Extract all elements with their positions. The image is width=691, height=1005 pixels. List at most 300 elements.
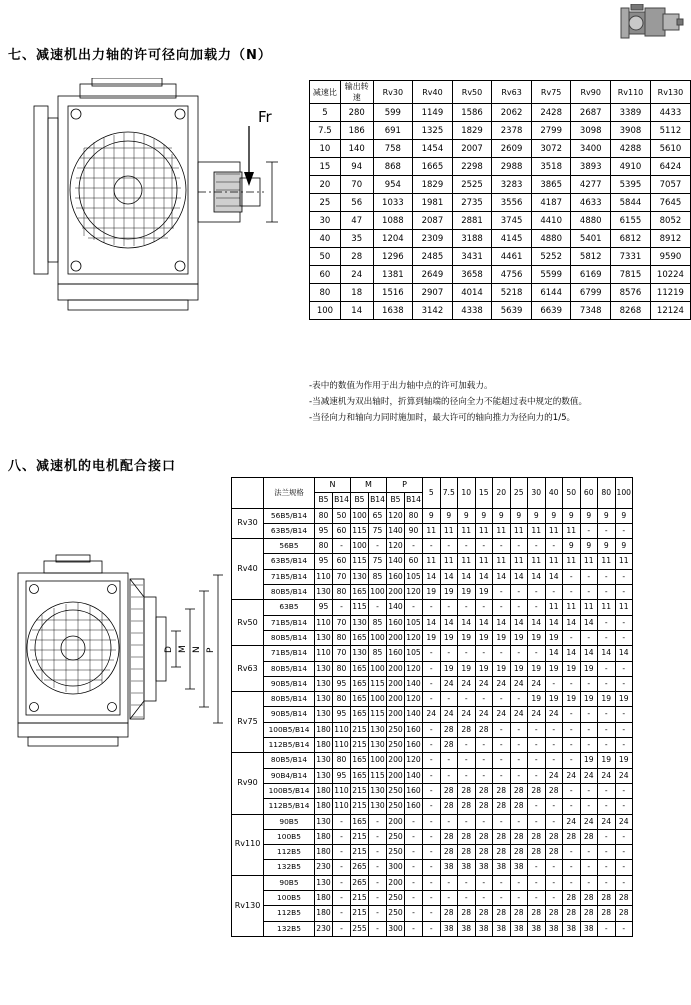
cell-ratio-value: - [563, 860, 581, 875]
cell-ratio-value: 19 [615, 692, 633, 707]
table-cell: 3658 [452, 266, 492, 284]
table-cell: 35 [340, 230, 373, 248]
cell-ratio-value: 28 [615, 891, 633, 906]
cell-m-b14: - [369, 845, 387, 860]
cell-ratio-value: 28 [493, 799, 511, 814]
cell-p-b5: 200 [387, 661, 405, 676]
cell-ratio-value: 28 [440, 799, 458, 814]
cell-ratio-value: - [423, 875, 441, 890]
table-cell: 6799 [571, 284, 611, 302]
col-header-ratio: 40 [545, 478, 563, 509]
cell-ratio-value: - [563, 845, 581, 860]
col-header-rv50: Rv50 [452, 81, 492, 104]
table-cell: 5639 [492, 302, 532, 320]
cell-ratio-value: - [423, 676, 441, 691]
table-cell: 14 [340, 302, 373, 320]
cell-n-b5: 180 [315, 906, 333, 921]
table-cell: 1088 [373, 212, 413, 230]
cell-ratio-value: - [615, 585, 633, 600]
table-cell: 25 [310, 194, 341, 212]
cell-p-b5: 250 [387, 783, 405, 798]
table-cell: 5252 [531, 248, 571, 266]
cell-ratio-value: - [598, 630, 616, 645]
table-cell: 12124 [650, 302, 690, 320]
cell-m-b5: 215 [351, 738, 369, 753]
table-row [232, 829, 633, 844]
cell-ratio-value: 28 [458, 845, 476, 860]
cell-ratio-value: - [528, 860, 546, 875]
dim-label-d: D [164, 646, 174, 653]
gearbox-icon [619, 4, 685, 42]
cell-spec: 80B5/B14 [264, 692, 315, 707]
cell-ratio-value: 14 [580, 646, 598, 661]
table-cell: 7057 [650, 176, 690, 194]
cell-n-b14: - [333, 829, 351, 844]
cell-m-b14: 75 [369, 523, 387, 538]
cell-ratio-value: - [493, 539, 511, 554]
cell-spec: 71B5/B14 [264, 569, 315, 584]
cell-ratio-value: - [458, 891, 476, 906]
table-cell: 3188 [452, 230, 492, 248]
table-row [232, 768, 633, 783]
cell-m-b14: 100 [369, 585, 387, 600]
table-cell: 9590 [650, 248, 690, 266]
cell-p-b5: 160 [387, 569, 405, 584]
table-cell: 80 [310, 284, 341, 302]
table-row [310, 176, 691, 194]
cell-m-b14: 100 [369, 753, 387, 768]
cell-spec: 80B5/B14 [264, 585, 315, 600]
cell-n-b14: 80 [333, 692, 351, 707]
cell-n-b5: 80 [315, 508, 333, 523]
table-cell: 28 [340, 248, 373, 266]
cell-p-b14: - [405, 600, 423, 615]
cell-ratio-value: - [510, 646, 528, 661]
cell-ratio-value: 28 [510, 845, 528, 860]
col-header-p: P [387, 478, 423, 493]
cell-m-b14: 115 [369, 768, 387, 783]
cell-m-b5: 165 [351, 585, 369, 600]
cell-m-b5: 165 [351, 676, 369, 691]
cell-ratio-value: 9 [440, 508, 458, 523]
cell-p-b14: 160 [405, 783, 423, 798]
cell-n-b5: 130 [315, 753, 333, 768]
cell-spec: 112B5 [264, 906, 315, 921]
table-cell: 4410 [531, 212, 571, 230]
table-cell: 1638 [373, 302, 413, 320]
note-2: -当减速机为双出轴时，折算到轴端的径向全力不能超过表中规定的数值。 [309, 397, 588, 407]
table-cell: 2609 [492, 140, 532, 158]
table-row [232, 891, 633, 906]
cell-spec: 63B5 [264, 600, 315, 615]
cell-m-b14: - [369, 860, 387, 875]
cell-ratio-value: 24 [563, 814, 581, 829]
cell-ratio-value: 28 [545, 845, 563, 860]
table-cell: 24 [340, 266, 373, 284]
cell-ratio-value: 9 [475, 508, 493, 523]
table-cell: 758 [373, 140, 413, 158]
cell-ratio-value: - [423, 814, 441, 829]
cell-ratio-value: 11 [615, 554, 633, 569]
cell-ratio-value: - [510, 814, 528, 829]
cell-p-b14: 160 [405, 722, 423, 737]
cell-ratio-value: 38 [458, 921, 476, 936]
cell-ratio-value: 14 [440, 615, 458, 630]
cell-ratio-value: 11 [563, 554, 581, 569]
cell-ratio-value: - [580, 585, 598, 600]
table-cell: 10 [310, 140, 341, 158]
cell-n-b5: 180 [315, 845, 333, 860]
note-3: -当径向力和轴向力同时施加时，最大许可的轴向推力为径向力的1/5。 [309, 413, 576, 423]
cell-ratio-value: 28 [615, 906, 633, 921]
cell-ratio-value: 14 [528, 569, 546, 584]
cell-p-b14: 140 [405, 676, 423, 691]
table-row [232, 738, 633, 753]
cell-n-b5: 110 [315, 569, 333, 584]
cell-ratio-value: - [475, 875, 493, 890]
table-cell: 2649 [413, 266, 453, 284]
cell-ratio-value: 11 [493, 554, 511, 569]
cell-ratio-value: - [440, 875, 458, 890]
cell-n-b5: 180 [315, 829, 333, 844]
cell-ratio-value: 19 [528, 630, 546, 645]
table-cell: 70 [340, 176, 373, 194]
table-cell: 7331 [611, 248, 651, 266]
cell-ratio-value: 11 [615, 600, 633, 615]
col-header-bore: B14 [369, 493, 387, 508]
cell-ratio-value: - [475, 768, 493, 783]
dim-label-p: P [206, 647, 216, 653]
cell-ratio-value: - [598, 921, 616, 936]
col-header-rv40: Rv40 [413, 81, 453, 104]
cell-spec: 100B5/B14 [264, 722, 315, 737]
cell-ratio-value: - [528, 539, 546, 554]
cell-ratio-value: 19 [458, 661, 476, 676]
cell-m-b14: - [369, 829, 387, 844]
cell-ratio-value: - [493, 768, 511, 783]
cell-ratio-value: - [545, 860, 563, 875]
cell-p-b5: 200 [387, 814, 405, 829]
cell-ratio-value: - [510, 692, 528, 707]
cell-ratio-value: - [423, 768, 441, 783]
table-cell: 954 [373, 176, 413, 194]
cell-ratio-value: - [458, 600, 476, 615]
cell-p-b5: 250 [387, 829, 405, 844]
col-header-ratio: 100 [615, 478, 633, 509]
cell-n-b5: 180 [315, 783, 333, 798]
cell-ratio-value: 38 [563, 921, 581, 936]
cell-ratio-value: 19 [563, 692, 581, 707]
cell-n-b14: 50 [333, 508, 351, 523]
cell-n-b5: 180 [315, 738, 333, 753]
col-header-bore: B5 [315, 493, 333, 508]
cell-m-b14: 130 [369, 783, 387, 798]
table-cell: 1204 [373, 230, 413, 248]
cell-ratio-value: 9 [563, 539, 581, 554]
table-row [310, 104, 691, 122]
cell-ratio-value: 19 [475, 585, 493, 600]
col-header-ratio: 5 [423, 478, 441, 509]
cell-ratio-value: 24 [580, 768, 598, 783]
cell-spec: 90B5/B14 [264, 707, 315, 722]
dim-label-m: M [178, 645, 188, 653]
cell-p-b5: 140 [387, 554, 405, 569]
table-cell: 2799 [531, 122, 571, 140]
cell-n-b14: 70 [333, 646, 351, 661]
cell-spec: 100B5/B14 [264, 783, 315, 798]
cell-ratio-value: 19 [510, 630, 528, 645]
table-cell: 1586 [452, 104, 492, 122]
cell-p-b5: 140 [387, 600, 405, 615]
table-cell: 4756 [492, 266, 532, 284]
cell-ratio-value: 19 [493, 630, 511, 645]
cell-ratio-value: 11 [545, 600, 563, 615]
cell-n-b14: 110 [333, 783, 351, 798]
cell-n-b14: 80 [333, 585, 351, 600]
cell-ratio-value: 9 [528, 508, 546, 523]
cell-ratio-value: - [458, 646, 476, 661]
cell-ratio-value: - [598, 676, 616, 691]
cell-m-b5: 215 [351, 799, 369, 814]
table-cell: 40 [310, 230, 341, 248]
cell-ratio-value: 28 [440, 845, 458, 860]
cell-ratio-value: - [615, 523, 633, 538]
cell-spec: 56B5/B14 [264, 508, 315, 523]
cell-ratio-value: - [598, 783, 616, 798]
table-row [232, 906, 633, 921]
cell-ratio-value: - [440, 753, 458, 768]
col-header-spec: 法兰规格 [264, 478, 315, 509]
cell-ratio-value: 28 [458, 906, 476, 921]
table-cell: 2988 [492, 158, 532, 176]
cell-m-b5: 130 [351, 646, 369, 661]
cell-m-b14: 100 [369, 630, 387, 645]
cell-n-b14: - [333, 875, 351, 890]
cell-ratio-value: 28 [528, 845, 546, 860]
table-row [232, 661, 633, 676]
cell-ratio-value: - [563, 799, 581, 814]
cell-ratio-value: 11 [440, 554, 458, 569]
table-cell: 4880 [531, 230, 571, 248]
cell-p-b14: 120 [405, 661, 423, 676]
cell-m-b14: 85 [369, 615, 387, 630]
table-cell: 8268 [611, 302, 651, 320]
cell-ratio-value: 9 [545, 508, 563, 523]
cell-ratio-value: - [545, 753, 563, 768]
cell-ratio-value: - [440, 814, 458, 829]
cell-ratio-value: - [615, 921, 633, 936]
cell-ratio-value: 28 [475, 829, 493, 844]
cell-n-b5: 80 [315, 539, 333, 554]
cell-p-b14: - [405, 845, 423, 860]
col-header-ratio: 15 [475, 478, 493, 509]
row-header-model: Rv110 [232, 814, 264, 875]
cell-p-b14: 105 [405, 615, 423, 630]
cell-ratio-value: - [528, 600, 546, 615]
cell-n-b14: 80 [333, 661, 351, 676]
cell-p-b14: 120 [405, 692, 423, 707]
cell-ratio-value: 28 [475, 799, 493, 814]
cell-ratio-value: 19 [580, 692, 598, 707]
cell-ratio-value: - [493, 814, 511, 829]
table-cell: 10224 [650, 266, 690, 284]
cell-ratio-value: 28 [475, 845, 493, 860]
cell-m-b14: 130 [369, 799, 387, 814]
cell-ratio-value: - [598, 875, 616, 890]
cell-ratio-value: - [598, 860, 616, 875]
cell-ratio-value: 28 [580, 891, 598, 906]
table-row [232, 783, 633, 798]
cell-ratio-value: - [580, 722, 598, 737]
table-row [232, 753, 633, 768]
cell-p-b5: 200 [387, 692, 405, 707]
row-header-model: Rv40 [232, 539, 264, 600]
cell-ratio-value: 14 [458, 569, 476, 584]
cell-ratio-value: - [493, 753, 511, 768]
cell-ratio-value: - [528, 738, 546, 753]
col-header-ratio: 7.5 [440, 478, 458, 509]
cell-ratio-value: 38 [458, 860, 476, 875]
table-cell: 6169 [571, 266, 611, 284]
table-cell: 11219 [650, 284, 690, 302]
cell-ratio-value: 19 [563, 661, 581, 676]
table-cell: 2687 [571, 104, 611, 122]
cell-ratio-value: 11 [475, 554, 493, 569]
cell-ratio-value: - [528, 799, 546, 814]
cell-ratio-value: 14 [423, 615, 441, 630]
table-row [232, 523, 633, 538]
cell-ratio-value: - [615, 661, 633, 676]
cell-ratio-value: - [458, 539, 476, 554]
cell-spec: 63B5/B14 [264, 554, 315, 569]
cell-n-b5: 130 [315, 676, 333, 691]
cell-ratio-value: - [528, 891, 546, 906]
cell-spec: 71B5/B14 [264, 646, 315, 661]
cell-ratio-value: 19 [440, 585, 458, 600]
cell-ratio-value: 14 [615, 646, 633, 661]
cell-ratio-value: - [563, 630, 581, 645]
cell-n-b14: 110 [333, 738, 351, 753]
table-cell: 3389 [611, 104, 651, 122]
cell-ratio-value: - [598, 722, 616, 737]
cell-m-b5: 215 [351, 891, 369, 906]
notes-block [309, 378, 689, 426]
cell-p-b14: 120 [405, 630, 423, 645]
cell-ratio-value: 38 [475, 860, 493, 875]
cell-ratio-value: 28 [475, 906, 493, 921]
cell-ratio-value: 24 [528, 676, 546, 691]
cell-ratio-value: 9 [615, 539, 633, 554]
cell-ratio-value: 9 [423, 508, 441, 523]
cell-m-b5: 165 [351, 814, 369, 829]
cell-ratio-value: 19 [440, 661, 458, 676]
table-row [232, 554, 633, 569]
cell-ratio-value: - [563, 753, 581, 768]
table-cell: 6639 [531, 302, 571, 320]
cell-ratio-value: - [440, 768, 458, 783]
cell-p-b14: - [405, 539, 423, 554]
cell-m-b5: 215 [351, 783, 369, 798]
cell-m-b14: 85 [369, 646, 387, 661]
cell-ratio-value: 24 [493, 707, 511, 722]
cell-ratio-value: - [563, 585, 581, 600]
table-cell: 4633 [571, 194, 611, 212]
table-cell: 5395 [611, 176, 651, 194]
cell-ratio-value: - [510, 738, 528, 753]
cell-ratio-value: 38 [510, 860, 528, 875]
cell-n-b14: 95 [333, 768, 351, 783]
cell-spec: 90B4/B14 [264, 768, 315, 783]
cell-ratio-value: 19 [493, 661, 511, 676]
table-row [310, 266, 691, 284]
motor-flange-interface-drawing [8, 545, 226, 790]
table-cell: 3098 [571, 122, 611, 140]
cell-ratio-value: - [563, 676, 581, 691]
table-cell: 6144 [531, 284, 571, 302]
cell-ratio-value: 19 [458, 630, 476, 645]
cell-p-b5: 120 [387, 539, 405, 554]
table-cell: 1665 [413, 158, 453, 176]
table-cell: 7815 [611, 266, 651, 284]
cell-n-b5: 180 [315, 722, 333, 737]
cell-m-b5: 215 [351, 722, 369, 737]
cell-ratio-value: - [615, 783, 633, 798]
cell-p-b14: - [405, 829, 423, 844]
table-cell: 18 [340, 284, 373, 302]
cell-ratio-value: - [598, 661, 616, 676]
cell-ratio-value: 14 [440, 569, 458, 584]
table-cell: 4277 [571, 176, 611, 194]
cell-p-b14: 90 [405, 523, 423, 538]
cell-p-b14: 80 [405, 508, 423, 523]
cell-ratio-value: - [615, 569, 633, 584]
cell-ratio-value: 28 [510, 829, 528, 844]
table-header-row [310, 81, 691, 104]
cell-m-b5: 165 [351, 768, 369, 783]
table-cell: 20 [310, 176, 341, 194]
cell-ratio-value: 11 [563, 523, 581, 538]
cell-ratio-value: - [545, 676, 563, 691]
cell-ratio-value: 28 [528, 783, 546, 798]
table-row [310, 122, 691, 140]
cell-ratio-value: - [458, 768, 476, 783]
table-cell: 5218 [492, 284, 532, 302]
cell-ratio-value: - [615, 630, 633, 645]
cell-p-b14: 60 [405, 554, 423, 569]
table-cell: 2907 [413, 284, 453, 302]
table-row [232, 585, 633, 600]
cell-ratio-value: - [580, 845, 598, 860]
cell-ratio-value: - [423, 753, 441, 768]
table-cell: 1829 [452, 122, 492, 140]
cell-p-b5: 250 [387, 799, 405, 814]
cell-n-b14: - [333, 600, 351, 615]
cell-spec: 112B5/B14 [264, 738, 315, 753]
table-cell: 5112 [650, 122, 690, 140]
col-header-ratio: 20 [493, 478, 511, 509]
col-header-ratio: 80 [598, 478, 616, 509]
cell-m-b14: 130 [369, 722, 387, 737]
cell-ratio-value: 28 [493, 829, 511, 844]
cell-ratio-value: 28 [510, 783, 528, 798]
cell-m-b5: 255 [351, 921, 369, 936]
table-row [232, 814, 633, 829]
section-7-heading: 七、减速机出力轴的许可径向加载力（N） [8, 48, 272, 63]
cell-m-b5: 265 [351, 860, 369, 875]
cell-ratio-value: - [545, 875, 563, 890]
cell-ratio-value: - [423, 860, 441, 875]
table-cell: 2298 [452, 158, 492, 176]
